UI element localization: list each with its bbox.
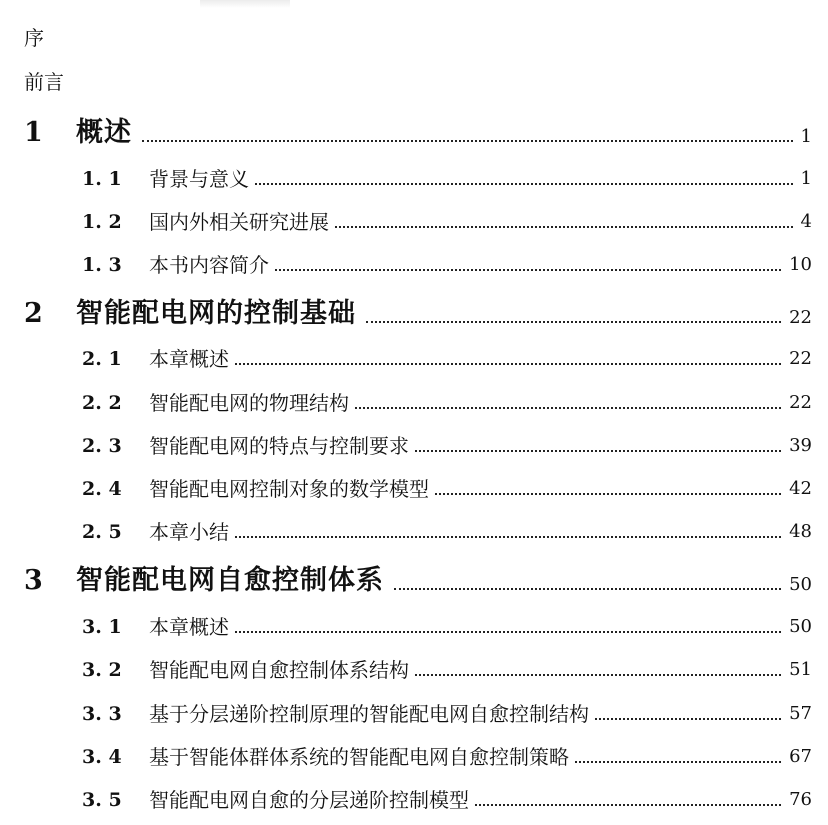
section-title: 本章概述 (149, 615, 229, 639)
page-number: 39 (789, 435, 812, 456)
dot-leader (394, 588, 781, 590)
toc-section-2-3[interactable] (82, 429, 812, 459)
dot-leader (142, 140, 793, 142)
page-number: 22 (789, 348, 812, 369)
dot-leader (235, 363, 781, 365)
dot-leader (275, 269, 781, 271)
toc-section-1-1[interactable] (82, 162, 812, 192)
section-number: 3. 5 (82, 789, 122, 811)
dot-leader (235, 631, 781, 633)
section-title: 背景与意义 (149, 167, 249, 191)
page-number: 1 (800, 168, 812, 189)
toc-section-2-4[interactable] (82, 472, 812, 502)
toc-section-1-2[interactable] (82, 205, 812, 235)
section-title: 国内外相关研究进展 (149, 210, 329, 234)
toc-section-1-3[interactable] (82, 248, 812, 278)
toc-section-3-1[interactable] (82, 610, 812, 640)
section-number: 3. 3 (82, 703, 122, 725)
page-number: 1 (800, 126, 812, 147)
chapter-title: 智能配电网的控制基础 (76, 298, 356, 329)
section-number: 1. 3 (82, 254, 122, 276)
toc-section-2-5[interactable] (82, 515, 812, 545)
section-title: 智能配电网自愈的分层递阶控制模型 (149, 788, 469, 812)
section-number: 2. 4 (82, 478, 122, 500)
page-number: 48 (789, 521, 812, 542)
page-number: 22 (789, 392, 812, 413)
toc-section-3-5[interactable] (82, 783, 812, 813)
dot-leader (355, 407, 781, 409)
chapter-number: 2 (24, 298, 43, 329)
section-title: 本章概述 (149, 347, 229, 371)
toc-section-3-3[interactable] (82, 697, 812, 727)
page-number: 22 (789, 307, 812, 328)
chapter-title: 智能配电网自愈控制体系 (76, 565, 384, 596)
dot-leader (366, 321, 781, 323)
section-title: 本书内容简介 (149, 253, 269, 277)
toc-preface-xu[interactable]: 序 (24, 26, 44, 50)
page-number: 4 (800, 211, 812, 232)
page-number: 51 (789, 659, 812, 680)
page-number: 50 (789, 616, 812, 637)
dot-leader (475, 804, 781, 806)
toc-foreword[interactable]: 前言 (24, 70, 64, 94)
chapter-title: 概述 (76, 117, 132, 148)
dot-leader (235, 536, 781, 538)
page-number: 50 (789, 574, 812, 595)
page-number: 57 (789, 703, 812, 724)
toc-section-2-1[interactable] (82, 342, 812, 372)
toc-chapter-2[interactable] (24, 291, 812, 331)
section-number: 2. 3 (82, 435, 122, 457)
section-title: 智能配电网的物理结构 (149, 391, 349, 415)
section-title: 本章小结 (149, 520, 229, 544)
dot-leader (415, 674, 781, 676)
toc-section-2-2[interactable] (82, 386, 812, 416)
dot-leader (435, 493, 781, 495)
toc-chapter-3[interactable] (24, 558, 812, 598)
toc-section-3-2[interactable] (82, 653, 812, 683)
page-number: 76 (789, 789, 812, 810)
section-number: 1. 1 (82, 168, 122, 190)
section-title: 基于分层递阶控制原理的智能配电网自愈控制结构 (149, 702, 589, 726)
section-title: 基于智能体群体系统的智能配电网自愈控制策略 (149, 745, 569, 769)
section-title: 智能配电网的特点与控制要求 (149, 434, 409, 458)
dot-leader (595, 718, 781, 720)
chapter-number: 3 (24, 565, 43, 596)
section-number: 2. 2 (82, 392, 122, 414)
section-title: 智能配电网控制对象的数学模型 (149, 477, 429, 501)
dot-leader (255, 183, 793, 185)
section-number: 2. 5 (82, 521, 122, 543)
page-number: 67 (789, 746, 812, 767)
section-number: 3. 4 (82, 746, 122, 768)
chapter-number: 1 (24, 117, 43, 148)
toc-chapter-1[interactable] (24, 110, 812, 150)
section-number: 3. 1 (82, 616, 122, 638)
dot-leader (335, 226, 793, 228)
toc-section-3-4[interactable] (82, 740, 812, 770)
section-number: 1. 2 (82, 211, 122, 233)
page-number: 42 (789, 478, 812, 499)
scan-artifact (200, 0, 290, 8)
section-number: 3. 2 (82, 659, 122, 681)
dot-leader (575, 761, 781, 763)
page-number: 10 (789, 254, 812, 275)
section-title: 智能配电网自愈控制体系结构 (149, 658, 409, 682)
dot-leader (415, 450, 781, 452)
section-number: 2. 1 (82, 348, 122, 370)
